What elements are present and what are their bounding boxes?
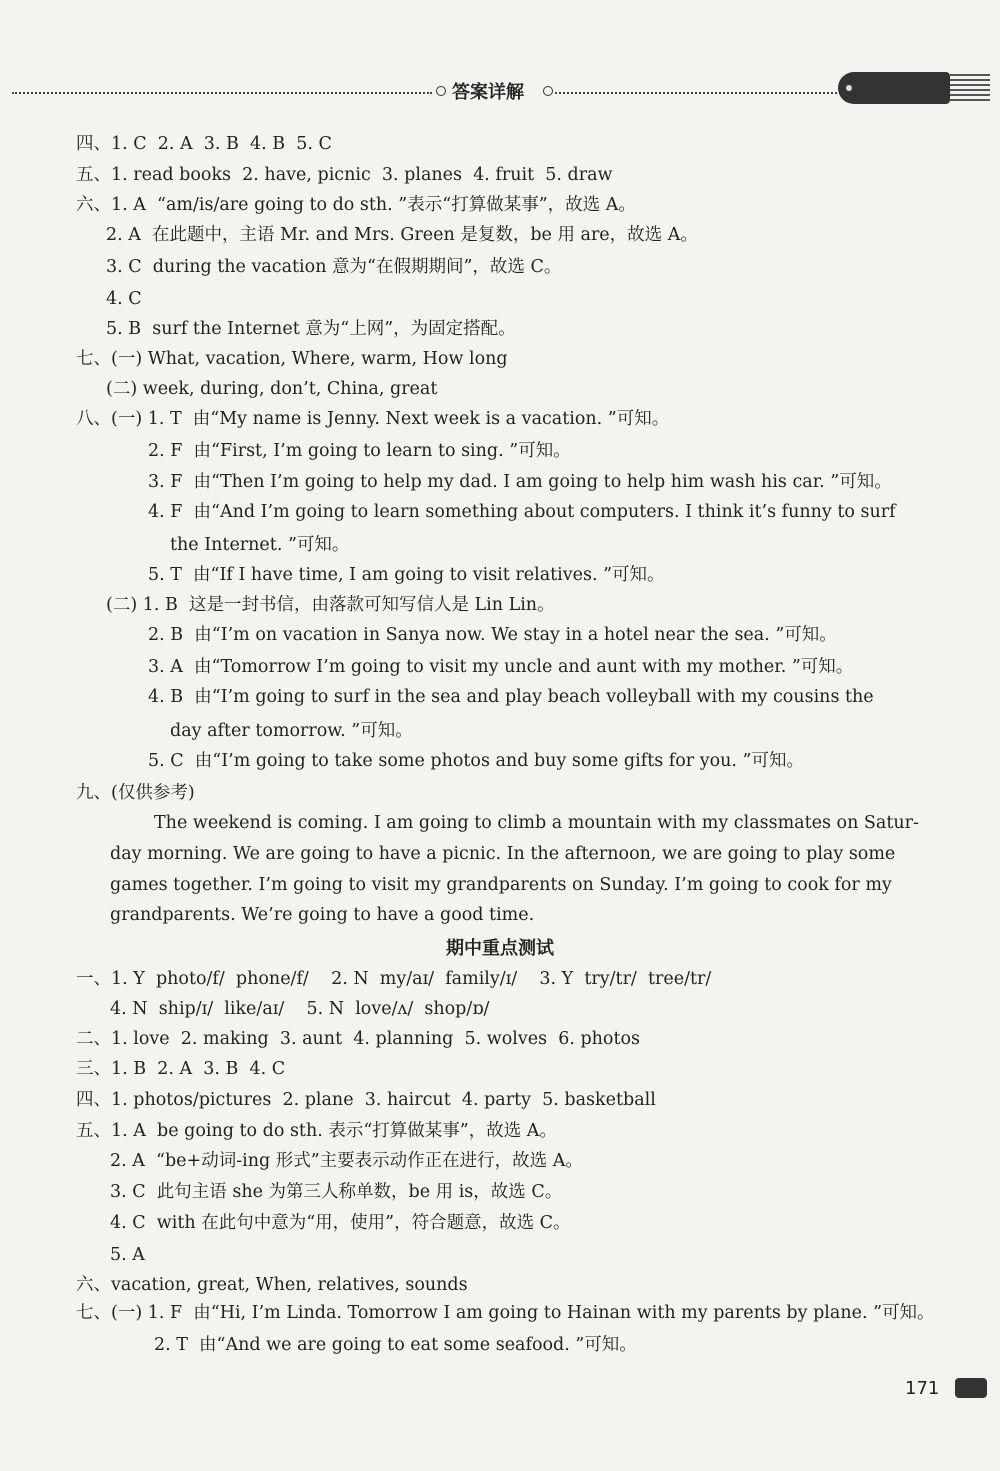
- answer-line: day morning. We are going to have a picnic. In the afternoon, we are going to play some: [110, 844, 896, 864]
- answer-line: 五、1. read books 2. have, picnic 3. planes 4. fruit 5. draw: [76, 165, 613, 185]
- answer-line: The weekend is coming. I am going to climb a mountain with my classmates on Satur-: [154, 813, 919, 833]
- answer-line: 4. C with 在此句中意为“用，使用”，符合题意，故选 C。: [110, 1213, 571, 1233]
- answer-line: 4. N ship/ɪ/ like/aɪ/ 5. N love/ʌ/ shop/ɒ/: [110, 999, 490, 1019]
- answer-line: 3. C during the vacation 意为“在假期期间”，故选 C。: [106, 257, 562, 277]
- answer-line: the Internet. ”可知。: [170, 535, 350, 555]
- answer-line: 四、1. C 2. A 3. B 4. B 5. C: [76, 134, 332, 154]
- answer-line: 4. F 由“And I’m going to learn something about computers. I think it’s funny to surf: [148, 502, 896, 522]
- answer-line: 八、(一) 1. T 由“My name is Jenny. Next week is a vacation. ”可知。: [76, 409, 670, 429]
- answer-line: 六、1. A “am/is/are going to do sth. ”表示“打算做某事”，故选 A。: [76, 195, 636, 215]
- answer-line: (二) week, during, don’t, China, great: [106, 379, 438, 399]
- answer-line: 七、(一) 1. F 由“Hi, I’m Linda. Tomorrow I am going to Hainan with my parents by plane. ”可知。: [76, 1303, 935, 1323]
- answer-line: games together. I’m going to visit my grandparents on Sunday. I’m going to cook for my: [110, 875, 892, 895]
- answer-line: 2. B 由“I’m on vacation in Sanya now. We stay in a hotel near the sea. ”可知。: [148, 625, 837, 645]
- answer-line: 3. A 由“Tomorrow I’m going to visit my uncle and aunt with my mother. ”可知。: [148, 657, 854, 677]
- header-rule-right: [555, 92, 845, 94]
- answer-line: 五、1. A be going to do sth. 表示“打算做某事”，故选 A。: [76, 1121, 557, 1141]
- answer-line: 3. F 由“Then I’m going to help my dad. I am going to help him wash his car. ”可知。: [148, 472, 892, 492]
- answer-line: 一、1. Y photo/f/ phone/f/ 2. N my/aɪ/ family/ɪ/ 3. Y try/tr/ tree/tr/: [76, 969, 712, 989]
- answer-line: 5. B surf the Internet 意为“上网”，为固定搭配。: [106, 319, 516, 339]
- header-dot-left: [436, 86, 446, 96]
- answer-line: 4. C: [106, 289, 142, 309]
- answer-line: 3. C 此句主语 she 为第三人称单数，be 用 is，故选 C。: [110, 1182, 563, 1202]
- answer-line: 2. T 由“And we are going to eat some seafood. ”可知。: [154, 1335, 637, 1355]
- answer-line: 2. A “be+动词-ing 形式”主要表示动作正在进行，故选 A。: [110, 1151, 583, 1171]
- answer-line: 四、1. photos/pictures 2. plane 3. haircut 4. party 5. basketball: [76, 1090, 656, 1110]
- page-tab: [955, 1378, 987, 1398]
- page-header: [0, 70, 1000, 120]
- answer-line: 2. F 由“First, I’m going to learn to sing. ”可知。: [148, 441, 571, 461]
- answer-line: day after tomorrow. ”可知。: [170, 721, 413, 741]
- page-number: 171: [905, 1378, 940, 1399]
- answer-line: 5. A: [110, 1245, 145, 1265]
- header-dot-right: [543, 86, 553, 96]
- answer-line: 4. B 由“I’m going to surf in the sea and play beach volleyball with my cousins the: [148, 687, 874, 707]
- answer-line: 三、1. B 2. A 3. B 4. C: [76, 1059, 286, 1079]
- header-rule-left: [12, 92, 432, 94]
- section-title: 期中重点测试: [446, 938, 554, 959]
- answer-line: 九、(仅供参考): [76, 783, 195, 803]
- answer-line: 六、vacation, great, When, relatives, sounds: [76, 1275, 468, 1295]
- answer-line: 5. T 由“If I have time, I am going to visit relatives. ”可知。: [148, 565, 665, 585]
- answer-line: (二) 1. B 这是一封书信，由落款可知写信人是 Lin Lin。: [106, 595, 555, 615]
- header-stripes: [950, 74, 990, 102]
- answer-line: grandparents. We’re going to have a good time.: [110, 905, 535, 925]
- answer-line: 2. A 在此题中，主语 Mr. and Mrs. Green 是复数，be 用 are，故选 A。: [106, 225, 698, 245]
- answer-line: 七、(一) What, vacation, Where, warm, How long: [76, 349, 508, 369]
- answer-line: 5. C 由“I’m going to take some photos and buy some gifts for you. ”可知。: [148, 751, 804, 771]
- answer-line: 二、1. love 2. making 3. aunt 4. planning 5. wolves 6. photos: [76, 1029, 641, 1049]
- header-title: 答案详解: [452, 82, 524, 103]
- header-tab: [838, 72, 950, 104]
